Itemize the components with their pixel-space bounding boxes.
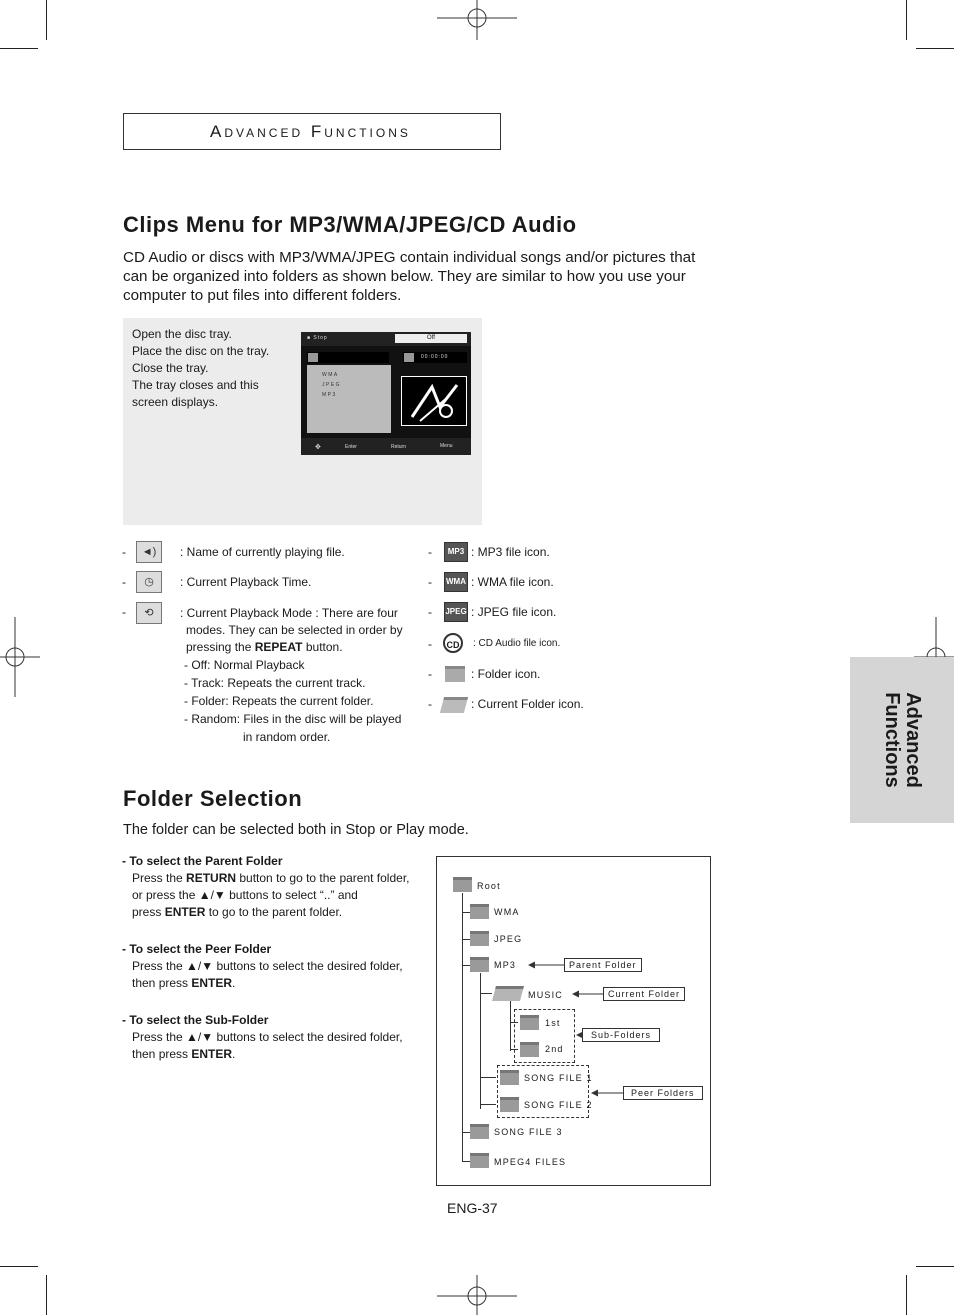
instruction-line: press ENTER to go to the parent folder. <box>132 905 343 919</box>
jpeg-icon: JPEG <box>444 602 468 622</box>
screen-folder-item: JPEG <box>322 382 342 388</box>
callout-peer-folders: Peer Folders <box>623 1086 703 1100</box>
dpad-icon: ✥ <box>315 444 321 451</box>
screen-preview-image <box>401 376 467 426</box>
callout-arrows <box>437 857 712 1187</box>
screen-mode: Off <box>395 334 467 343</box>
folder-selection-subtitle: The folder can be selected both in Stop or Play mode. <box>123 822 469 838</box>
folder-selection-title: Folder Selection <box>123 786 303 811</box>
instruction-heading: - To select the Parent Folder <box>122 854 283 868</box>
mode-line: pressing the REPEAT button. <box>186 640 343 654</box>
tree-song1: SONG FILE 1 <box>524 1073 593 1083</box>
instruction-line: Press the ▲/▼ buttons to select the desired folder, <box>132 1030 403 1044</box>
current-folder-icon <box>440 697 468 713</box>
instruction-line: or press the ▲/▼ buttons to select “..” and <box>132 888 358 902</box>
clips-menu-title: Clips Menu for MP3/WMA/JPEG/CD Audio <box>123 212 577 237</box>
tree-music: MUSIC <box>528 990 563 1000</box>
screen-folder-item: MP3 <box>322 392 337 398</box>
legend-jpeg: : JPEG file icon. <box>471 605 557 619</box>
legend-current-folder: : Current Folder icon. <box>471 697 584 711</box>
mode-off: - Off: Normal Playback <box>184 658 305 672</box>
instruction-line: then press ENTER. <box>132 1047 236 1061</box>
screen-file-bar <box>307 352 389 363</box>
callout-sub-folders: Sub-Folders <box>582 1028 660 1042</box>
mode-folder: - Folder: Repeats the current folder. <box>184 694 374 708</box>
screen-enter-label: Enter <box>345 444 357 450</box>
screen-status-bar <box>301 332 471 346</box>
step-line: Close the tray. <box>132 361 209 375</box>
legend-mp3: : MP3 file icon. <box>471 545 550 559</box>
bullet-dash: - <box>428 575 432 589</box>
legend-wma: : WMA file icon. <box>471 575 554 589</box>
callout-parent-folder: Parent Folder <box>564 958 642 972</box>
legend-name-file: : Name of currently playing file. <box>180 545 345 559</box>
screen-file-list <box>307 365 391 433</box>
instruction-line: then press ENTER. <box>132 976 236 990</box>
repeat-icon: ⟲ <box>136 602 162 624</box>
screen-button-bar <box>301 438 471 455</box>
mode-random: - Random: Files in the disc will be played <box>184 712 402 726</box>
legend-playback-time: : Current Playback Time. <box>180 575 312 589</box>
legend-cd: : CD Audio file icon. <box>473 638 561 649</box>
registration-mark-top <box>437 0 517 45</box>
screen-folder-item: WMA <box>322 372 339 378</box>
speaker-icon <box>308 353 318 362</box>
callout-current-folder: Current Folder <box>603 987 685 1001</box>
registration-mark-left <box>0 617 40 697</box>
bullet-dash: - <box>428 545 432 559</box>
tree-jpeg: JPEG <box>494 934 523 944</box>
section-header-title: Advanced Functions <box>210 122 411 141</box>
legend-playback-mode <box>180 605 420 746</box>
instruction-heading: - To select the Sub-Folder <box>122 1013 269 1027</box>
bullet-dash: - <box>122 545 126 559</box>
wma-icon: WMA <box>444 572 468 592</box>
onscreen-display <box>301 332 471 455</box>
side-tab <box>850 657 954 823</box>
instruction-sub <box>122 1012 422 1063</box>
cd-icon: CD <box>443 633 463 653</box>
mp3-icon: MP3 <box>444 542 468 562</box>
screen-return-label: Return <box>391 444 407 450</box>
mode-line: modes. They can be selected in order by <box>186 623 403 637</box>
tree-root: Root <box>477 881 501 891</box>
instruction-heading: - To select the Peer Folder <box>122 942 272 956</box>
screen-status: ■ Stop <box>307 335 328 341</box>
bullet-dash: - <box>428 667 432 681</box>
mode-line: : Current Playback Mode : There are four <box>180 606 398 620</box>
instruction-parent <box>122 853 422 921</box>
step-line: Place the disc on the tray. <box>132 344 270 358</box>
screen-menu-label: Menu <box>440 443 453 449</box>
screen-time-bar <box>403 352 467 363</box>
instruction-line: Press the ▲/▼ buttons to select the desired folder, <box>132 959 403 973</box>
tree-wma: WMA <box>494 907 520 917</box>
clips-menu-intro: CD Audio or discs with MP3/WMA/JPEG contain individual songs and/or pictures that can be organized into folders as shown below. They are similar to how you use your computer to put files into different folders. <box>123 249 696 304</box>
mode-track: - Track: Repeats the current track. <box>184 676 366 690</box>
clock-icon: ◷ <box>136 571 162 593</box>
folder-icon <box>445 666 465 682</box>
bullet-dash: - <box>428 605 432 619</box>
instruction-peer <box>122 941 422 992</box>
mode-random-cont: in random order. <box>243 730 331 744</box>
side-tab-label <box>881 692 923 788</box>
bullet-dash: - <box>428 637 432 651</box>
bullet-dash: - <box>122 605 126 619</box>
side-tab-line1: Advanced <box>902 692 924 788</box>
step-line: screen displays. <box>132 395 219 409</box>
clock-icon <box>404 353 414 362</box>
tree-song2: SONG FILE 2 <box>524 1100 593 1110</box>
bullet-dash: - <box>122 575 126 589</box>
tree-1st: 1st <box>545 1018 561 1028</box>
registration-mark-bottom <box>437 1275 517 1315</box>
section-header-box <box>123 113 501 150</box>
tree-2nd: 2nd <box>545 1044 564 1054</box>
legend-folder: : Folder icon. <box>471 667 541 681</box>
step-line: Open the disc tray. <box>132 327 232 341</box>
side-tab-line2: Functions <box>881 692 903 788</box>
tree-mpeg4: MPEG4 FILES <box>494 1157 567 1167</box>
speaker-icon: ◄) <box>136 541 162 563</box>
tree-mp3: MP3 <box>494 960 517 970</box>
steps-text <box>132 326 269 411</box>
screen-time: 00:00:00 <box>421 354 449 360</box>
bullet-dash: - <box>428 697 432 711</box>
page-number: ENG-37 <box>447 1200 498 1216</box>
instruction-line: Press the RETURN button to go to the parent folder, <box>132 871 410 885</box>
tree-song3: SONG FILE 3 <box>494 1127 563 1137</box>
folder-tree-diagram <box>436 856 711 1186</box>
step-line: The tray closes and this <box>132 378 259 392</box>
